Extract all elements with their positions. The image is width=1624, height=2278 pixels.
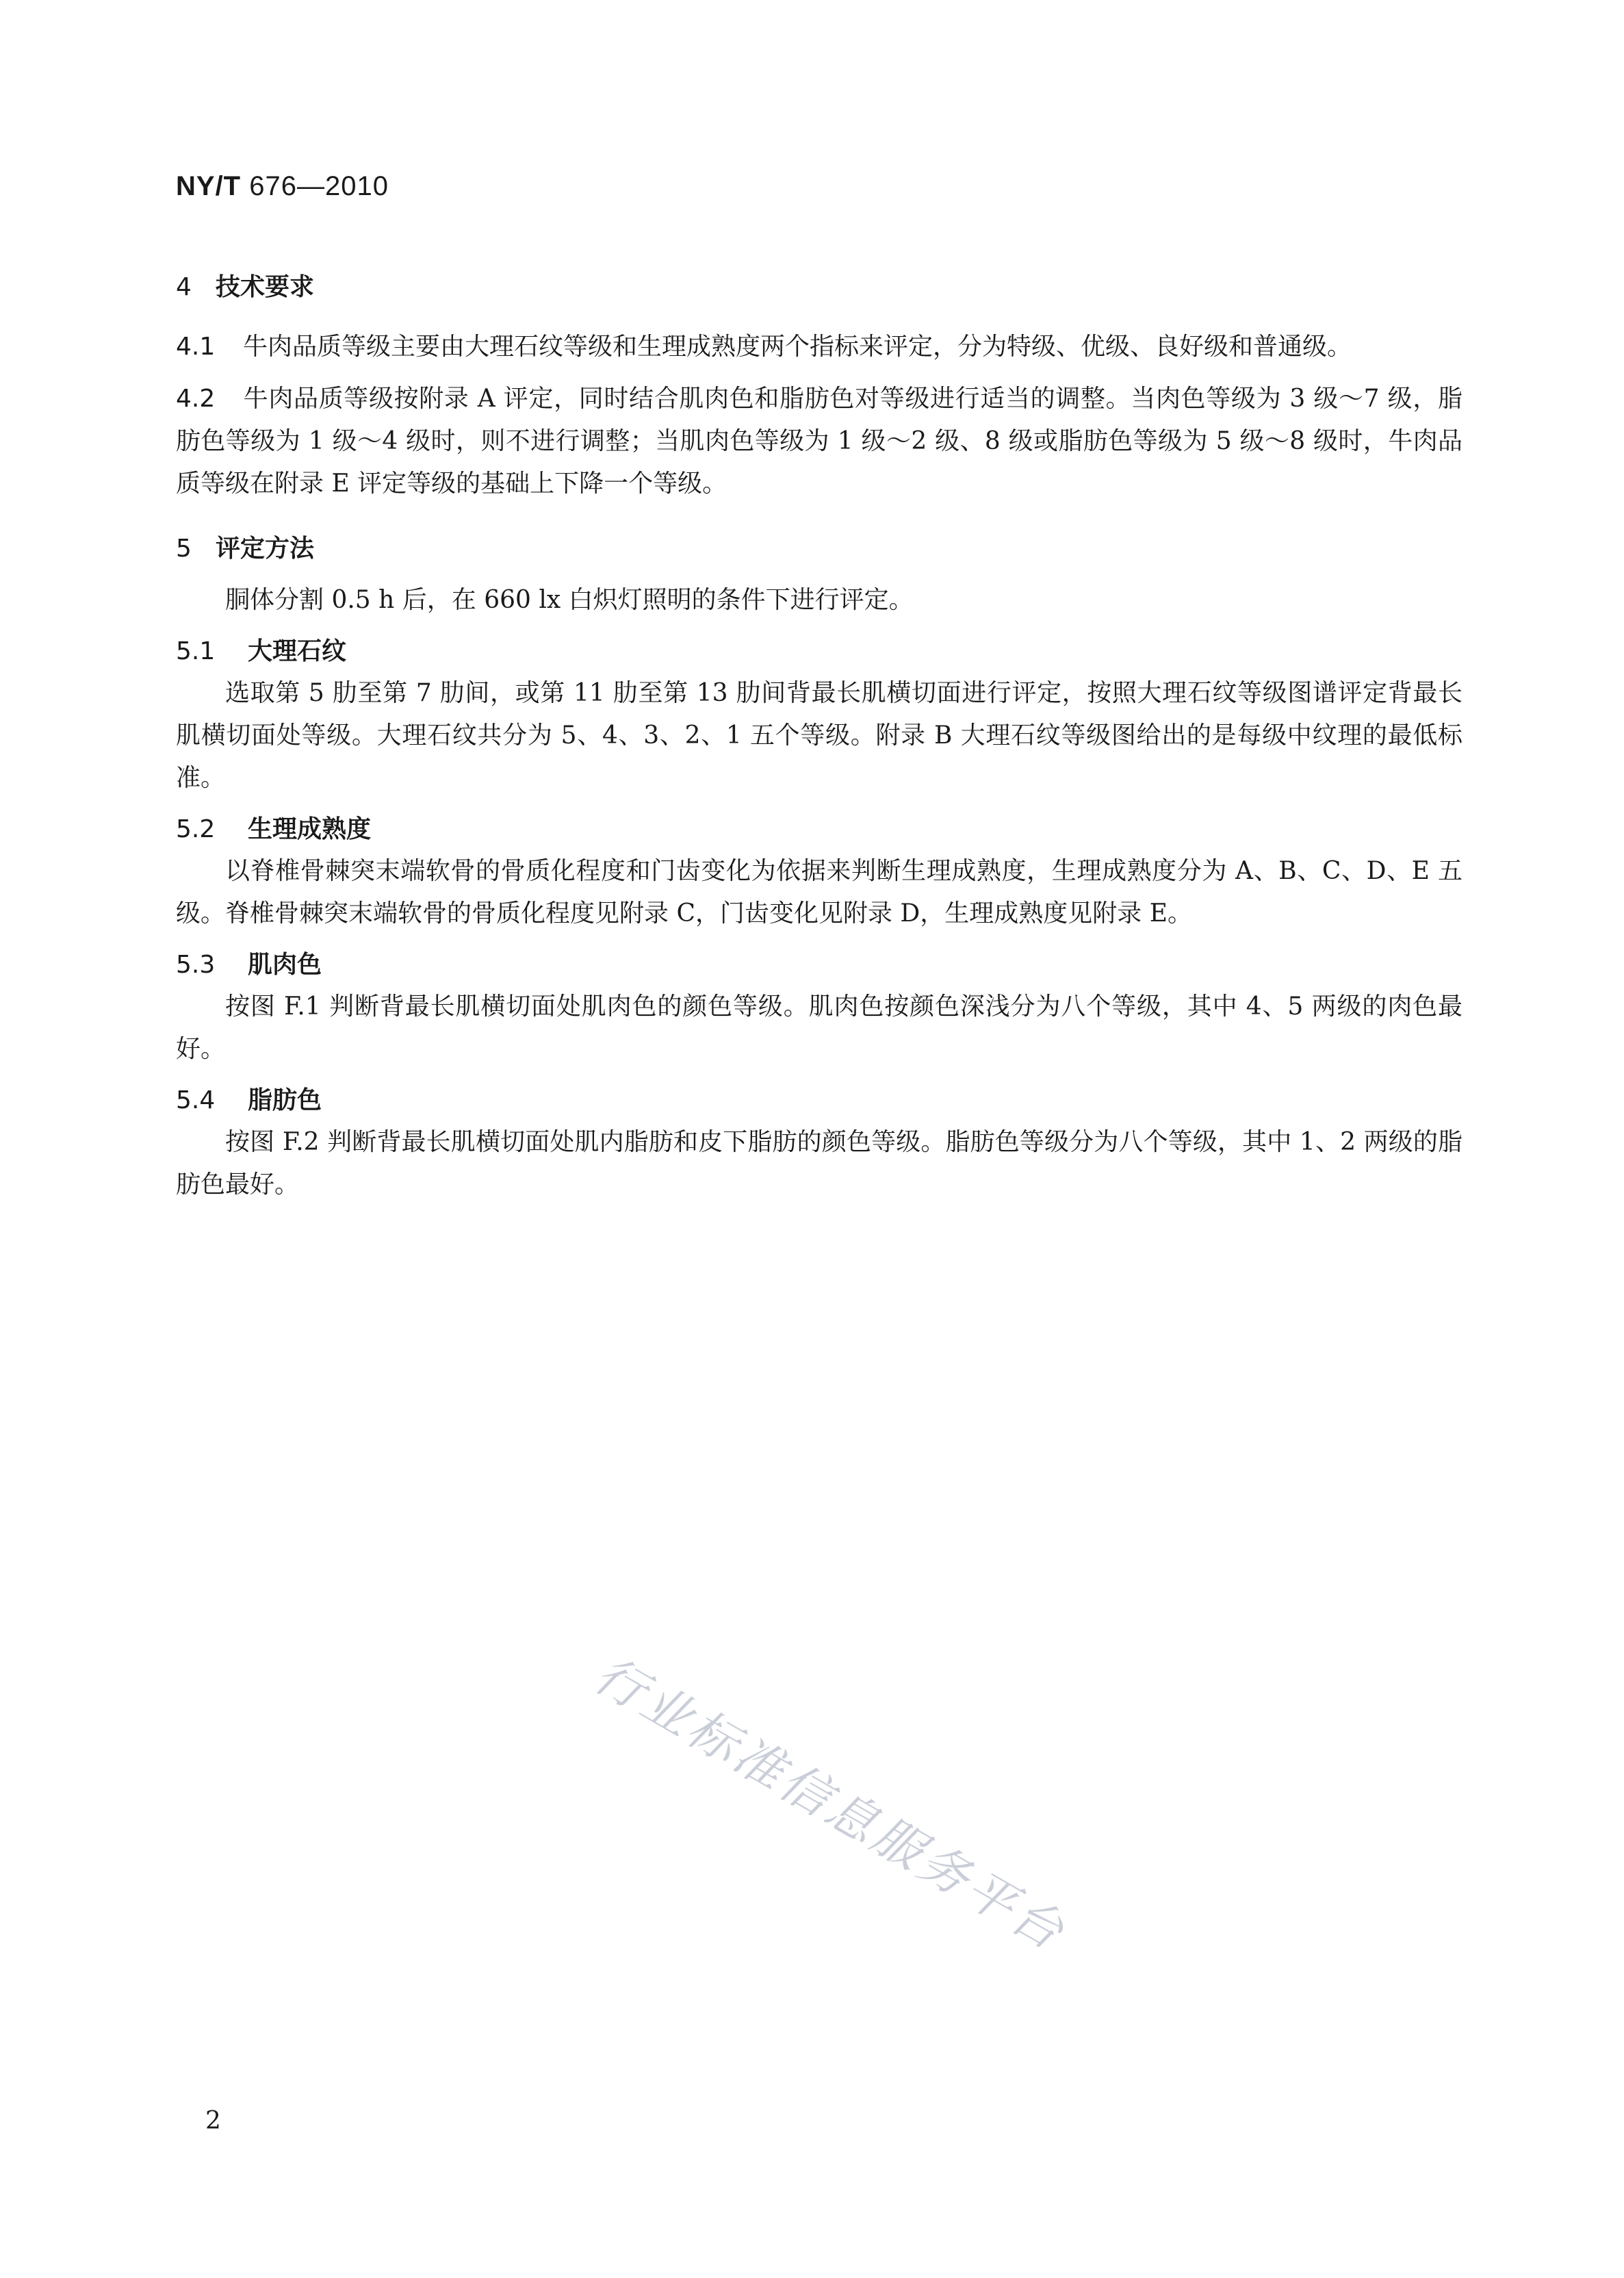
subsection-number: 5.2 <box>176 815 216 843</box>
subsection-number: 5.4 <box>176 1086 216 1114</box>
section-number: 4 <box>176 273 192 301</box>
subsection-number: 5.1 <box>176 637 216 665</box>
section-title: 技术要求 <box>216 273 315 301</box>
section-5-4-heading <box>176 1080 1462 1121</box>
section-5-heading <box>176 528 1462 570</box>
clause-number: 4.1 <box>176 333 216 361</box>
section-5-3-heading <box>176 945 1462 986</box>
clause-text: 牛肉品质等级主要由大理石纹等级和生理成熟度两个指标来评定，分为特级、优级、良好级和普通级。 <box>243 333 1352 361</box>
section-number: 5 <box>176 535 192 563</box>
document-header <box>176 171 389 202</box>
section-5-3-text: 按图 F.1 判断背最长肌横切面处肌肉色的颜色等级。肌肉色按颜色深浅分为八个等级，其中 4、5 两级的肉色最好。 <box>176 993 1462 1063</box>
section-5-2-text: 以脊椎骨棘突末端软骨的骨质化程度和门齿变化为依据来判断生理成熟度，生理成熟度分为 A、B、C、D、E 五级。脊椎骨棘突末端软骨的骨质化程度见附录 C，门齿变化见附录 D，生理成熟度见附录 E。 <box>176 857 1462 927</box>
clause-number: 4.2 <box>176 385 216 413</box>
section-5-4-text: 按图 F.2 判断背最长肌横切面处肌内脂肪和皮下脂肪的颜色等级。脂肪色等级分为八个等级，其中 1、2 两级的脂肪色最好。 <box>176 1128 1462 1199</box>
subsection-title: 大理石纹 <box>248 637 347 665</box>
section-4-heading <box>176 267 1462 308</box>
section-5-intro: 胴体分割 0.5 h 后，在 660 lx 白炽灯照明的条件下进行评定。 <box>225 586 914 614</box>
subsection-title: 脂肪色 <box>248 1086 322 1114</box>
subsection-title: 生理成熟度 <box>248 815 372 843</box>
section-5-2-heading <box>176 809 1462 850</box>
section-title: 评定方法 <box>216 535 315 563</box>
subsection-number: 5.3 <box>176 951 216 979</box>
clause-4-1 <box>176 326 1462 368</box>
clause-text: 牛肉品质等级按附录 A 评定，同时结合肌肉色和脂肪色对等级进行适当的调整。当肉色等级为 3 级～7 级，脂肪色等级为 1 级～4 级时，则不进行调整；当肌肉色等级为 1 级～2 级、8 级或脂肪色等级为 5 级～8 级时，牛肉品质等级在附录 E 评定等级的基础上下降一个等级。 <box>176 385 1462 498</box>
document-body <box>176 267 1462 1206</box>
clause-4-2 <box>176 378 1462 505</box>
standard-prefix: NY/T <box>176 171 242 201</box>
subsection-title: 肌肉色 <box>248 951 322 979</box>
standard-number: 676—2010 <box>249 171 389 201</box>
watermark: 行业标准信息服务平台 <box>585 1645 1077 1962</box>
section-5-1-text: 选取第 5 肋至第 7 肋间，或第 11 肋至第 13 肋间背最长肌横切面进行评定，按照大理石纹等级图谱评定背最长肌横切面处等级。大理石纹共分为 5、4、3、2、1 五个等级。附录 B 大理石纹等级图给出的是每级中纹理的最低标准。 <box>176 679 1462 792</box>
page-number: 2 <box>205 2107 221 2135</box>
section-5-1-heading <box>176 631 1462 672</box>
